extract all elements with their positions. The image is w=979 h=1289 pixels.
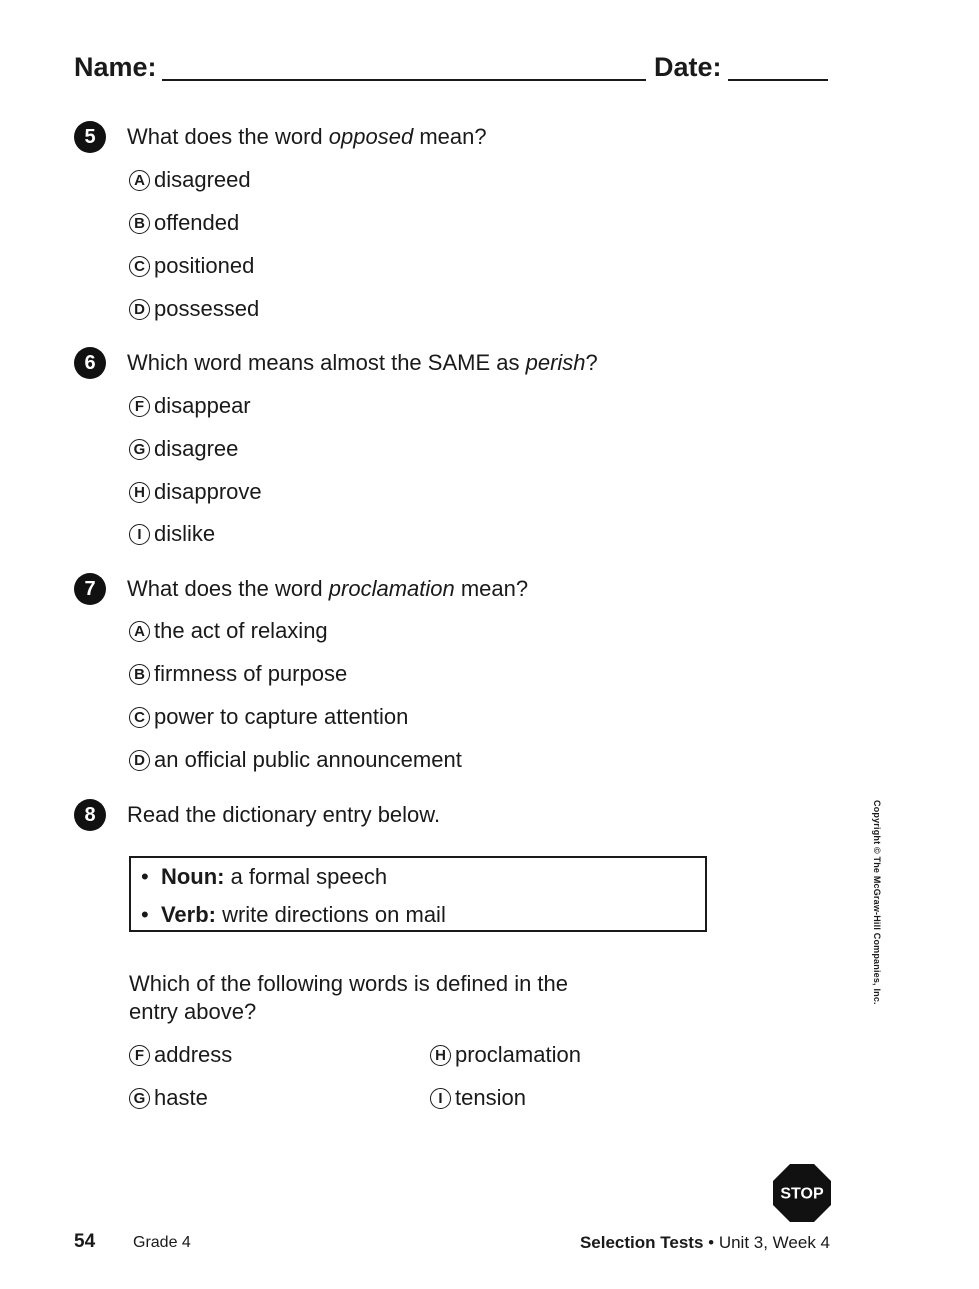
unit-label: Unit 3, Week 4 [718,1233,830,1252]
question-8-followup-line-2: entry above? [129,999,257,1024]
answer-choice[interactable] [129,618,328,644]
answer-bubble[interactable]: B [129,213,150,234]
page-number: 54 [74,1231,96,1252]
answer-bubble[interactable]: I [129,524,150,545]
answer-bubble[interactable]: G [129,1088,150,1109]
answer-text: address [154,1042,233,1067]
answer-text: proclamation [455,1042,581,1067]
question-number-6: 6 [74,347,106,379]
answer-choice[interactable] [129,1042,232,1068]
answer-text: power to capture attention [154,704,409,729]
answer-choice[interactable] [129,167,251,193]
answer-text: possessed [154,296,260,321]
answer-bubble[interactable]: D [129,299,150,320]
answer-bubble[interactable]: C [129,707,150,728]
question-8-followup-line-1: Which of the following words is defined in the [129,971,569,996]
answer-text: the act of relaxing [154,618,328,643]
question-number-7: 7 [74,573,106,605]
answer-choice[interactable] [129,521,215,547]
stop-sign-icon [773,1164,831,1222]
answer-choice[interactable] [129,704,408,730]
answer-choice[interactable] [430,1042,581,1068]
answer-text: disappear [154,393,251,418]
answer-text: offended [154,210,240,235]
answer-text: disapprove [154,479,262,504]
answer-choice[interactable] [430,1085,526,1111]
stop-sign-label: STOP [780,1185,824,1203]
question-number-8: 8 [74,799,106,831]
answer-choice[interactable] [129,253,254,279]
answer-text: dislike [154,521,216,546]
dictionary-noun-row: • Noun: a formal speech [141,864,388,889]
question-6-text: Which word means almost the SAME as perish? [127,350,598,375]
answer-text: disagree [154,436,239,461]
answer-bubble[interactable]: B [129,664,150,685]
question-number-5: 5 [74,121,106,153]
footer-test-info: Selection Tests • Unit 3, Week 4 [579,1233,830,1252]
dictionary-entry-box [129,856,707,932]
answer-bubble[interactable]: G [129,439,150,460]
answer-bubble[interactable]: A [129,170,150,191]
answer-choice[interactable] [129,436,238,462]
date-field[interactable] [728,79,828,81]
name-field[interactable] [162,79,646,81]
answer-choice[interactable] [129,747,462,773]
answer-text: positioned [154,253,255,278]
answer-bubble[interactable]: D [129,750,150,771]
answer-text: an official public announcement [154,747,462,772]
question-7-text: What does the word proclamation mean? [127,576,529,601]
answer-bubble[interactable]: F [129,1045,150,1066]
answer-bubble[interactable]: F [129,396,150,417]
question-8-text: Read the dictionary entry below. [127,802,441,827]
answer-text: disagreed [154,167,251,192]
date-label: Date: [654,52,722,82]
answer-choice[interactable] [129,296,259,322]
answer-text: firmness of purpose [154,661,348,686]
answer-choice[interactable] [129,393,251,419]
answer-choice[interactable] [129,661,347,687]
answer-text: haste [154,1085,208,1110]
copyright-notice: Copyright © The McGraw-Hill Companies, Inc. [872,800,882,1005]
answer-bubble[interactable]: I [430,1088,451,1109]
answer-bubble[interactable]: C [129,256,150,277]
answer-choice[interactable] [129,210,239,236]
grade-label: Grade 4 [133,1234,191,1251]
answer-bubble[interactable]: A [129,621,150,642]
answer-text: tension [455,1085,526,1110]
answer-choice[interactable] [129,479,262,505]
answer-bubble[interactable]: H [430,1045,451,1066]
dictionary-verb-row: • Verb: write directions on mail [141,902,446,927]
name-label: Name: [74,52,157,82]
answer-bubble[interactable]: H [129,482,150,503]
question-5-text: What does the word opposed mean? [127,124,487,149]
answer-choice[interactable] [129,1085,208,1111]
test-title: Selection Tests [579,1233,704,1252]
